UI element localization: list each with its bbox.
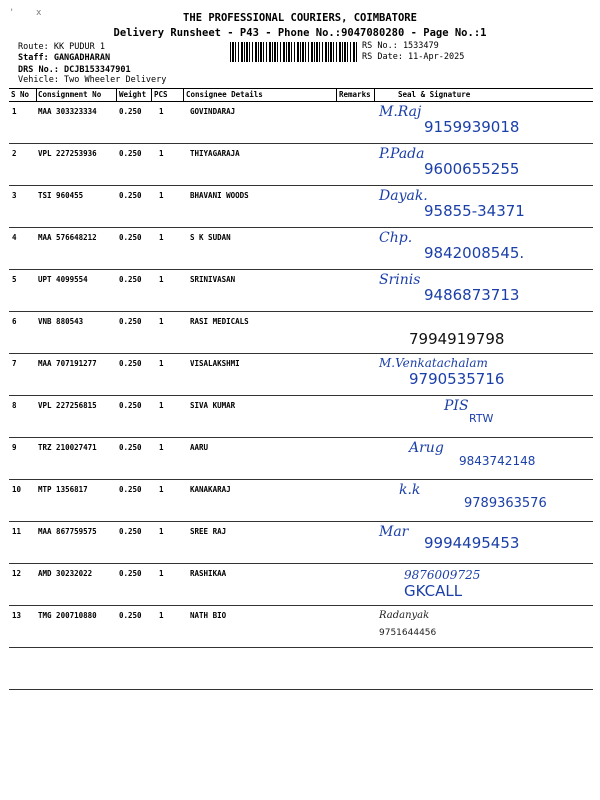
- col-consignee: Consignee Details: [186, 90, 263, 99]
- weight-cell: 0.250: [119, 317, 142, 326]
- pcs-cell: 1: [159, 527, 164, 536]
- pcs-cell: 1: [159, 359, 164, 368]
- signature-phone: 9751644456: [379, 628, 437, 638]
- table-row: [9, 438, 593, 480]
- signature-phone: 9486873713: [424, 286, 520, 304]
- pcs-cell: 1: [159, 233, 164, 242]
- consignee-cell: AARU: [190, 443, 209, 452]
- document-title: THE PROFESSIONAL COURIERS, COIMBATORE: [183, 12, 417, 24]
- col-consignment: Consignment No: [38, 90, 102, 99]
- pcs-cell: 1: [159, 401, 164, 410]
- weight-cell: 0.250: [119, 107, 142, 116]
- col-sno: S No: [11, 90, 30, 99]
- weight-cell: 0.250: [119, 611, 142, 620]
- signature-name: M.Venkatachalam: [379, 356, 488, 370]
- staff-label: Staff: GANGADHARAN: [18, 53, 111, 63]
- sno-cell: 5: [12, 275, 17, 284]
- pcs-cell: 1: [159, 317, 164, 326]
- weight-cell: 0.250: [119, 149, 142, 158]
- consignment-cell: MAA 867759575: [38, 527, 97, 536]
- signature: [369, 146, 589, 184]
- weight-cell: 0.250: [119, 527, 142, 536]
- sno-cell: 11: [12, 527, 22, 536]
- pcs-cell: 1: [159, 611, 164, 620]
- col-remarks: Remarks: [339, 90, 371, 99]
- consignment-cell: MAA 576648212: [38, 233, 97, 242]
- scan-mark: ': [9, 8, 15, 18]
- table-row: [9, 480, 593, 522]
- consignee-cell: RASHIKAA: [190, 569, 227, 578]
- sno-cell: 3: [12, 191, 17, 200]
- weight-cell: 0.250: [119, 359, 142, 368]
- table-row: [9, 606, 593, 648]
- consignment-cell: VNB 880543: [38, 317, 84, 326]
- signature-name: k.k: [399, 482, 421, 498]
- signature: [369, 314, 589, 352]
- signature: [369, 566, 589, 604]
- signature-name: Srinis: [379, 272, 421, 288]
- consignee-cell: RASI MEDICALS: [190, 317, 249, 326]
- table-row: [9, 228, 593, 270]
- signature: [369, 356, 589, 394]
- table-row: [9, 522, 593, 564]
- pcs-cell: 1: [159, 191, 164, 200]
- pcs-cell: 1: [159, 485, 164, 494]
- pcs-cell: 1: [159, 149, 164, 158]
- signature-name: Mar: [379, 524, 409, 540]
- pcs-cell: 1: [159, 107, 164, 116]
- signature-phone: 9843742148: [459, 454, 536, 468]
- consignment-cell: TMG 200710880: [38, 611, 97, 620]
- signature: [369, 104, 589, 142]
- signature-phone: 9789363576: [464, 496, 547, 511]
- consignment-cell: VPL 227253936: [38, 149, 97, 158]
- signature-name: PIS: [444, 398, 469, 414]
- table-row: [9, 396, 593, 438]
- signature-phone: 9159939018: [424, 118, 520, 136]
- signature: [369, 608, 589, 646]
- signature-name: Chp.: [379, 230, 413, 246]
- signature: [369, 440, 589, 478]
- signature-phone: GKCALL: [404, 582, 463, 600]
- consignee-cell: THIYAGARAJA: [190, 149, 240, 158]
- signature: [369, 482, 589, 520]
- vehicle-label: Vehicle: Two Wheeler Delivery: [18, 75, 167, 85]
- col-weight: Weight: [119, 90, 147, 99]
- signature: [369, 230, 589, 268]
- consignment-cell: TRZ 210027471: [38, 443, 97, 452]
- consignee-cell: SREE RAJ: [190, 527, 227, 536]
- weight-cell: 0.250: [119, 233, 142, 242]
- signature: [369, 398, 589, 436]
- signature-name: Dayak.: [379, 188, 428, 204]
- table-row: [9, 354, 593, 396]
- signature-phone: 9600655255: [424, 160, 520, 178]
- consignment-cell: UPT 4099554: [38, 275, 88, 284]
- col-signature: Seal & Signature: [398, 90, 471, 99]
- signature: [369, 524, 589, 562]
- sno-cell: 2: [12, 149, 17, 158]
- signature-name: Arug: [409, 440, 444, 456]
- signature-phone: RTW: [469, 412, 494, 425]
- pcs-cell: 1: [159, 275, 164, 284]
- consignee-cell: SIVA KUMAR: [190, 401, 236, 410]
- signature-name: P.Pada: [379, 146, 425, 162]
- consignment-cell: AMD 30232022: [38, 569, 93, 578]
- weight-cell: 0.250: [119, 275, 142, 284]
- pcs-cell: 1: [159, 443, 164, 452]
- weight-cell: 0.250: [119, 443, 142, 452]
- table-row: [9, 312, 593, 354]
- sno-cell: 12: [12, 569, 22, 578]
- route-label: Route: KK PUDUR 1: [18, 42, 105, 52]
- sno-cell: 10: [12, 485, 22, 494]
- scan-mark: x: [36, 8, 42, 18]
- pcs-cell: 1: [159, 569, 164, 578]
- rs-date: RS Date: 11-Apr-2025: [362, 52, 465, 62]
- table-row: [9, 186, 593, 228]
- table-row: [9, 144, 593, 186]
- sno-cell: 1: [12, 107, 17, 116]
- table-row: [9, 648, 593, 690]
- sno-cell: 8: [12, 401, 17, 410]
- sno-cell: 4: [12, 233, 17, 242]
- signature: [369, 272, 589, 310]
- consignee-cell: GOVINDARAJ: [190, 107, 236, 116]
- consignee-cell: S K SUDAN: [190, 233, 231, 242]
- signature-phone: 9790535716: [409, 370, 505, 388]
- weight-cell: 0.250: [119, 485, 142, 494]
- signature-phone: 9842008545.: [424, 244, 525, 262]
- document-subtitle: Delivery Runsheet - P43 - Phone No.:9047080280 - Page No.:1: [113, 27, 487, 39]
- delivery-table: [9, 88, 593, 690]
- consignee-cell: VISALAKSHMI: [190, 359, 240, 368]
- table-row: [9, 102, 593, 144]
- sno-cell: 7: [12, 359, 17, 368]
- consignment-cell: TSI 960455: [38, 191, 84, 200]
- barcode-image: [230, 42, 358, 62]
- consignee-cell: BHAVANI WOODS: [190, 191, 249, 200]
- weight-cell: 0.250: [119, 569, 142, 578]
- signature-phone: 95855-34371: [424, 202, 525, 220]
- consignee-cell: KANAKARAJ: [190, 485, 231, 494]
- table-row: [9, 564, 593, 606]
- weight-cell: 0.250: [119, 191, 142, 200]
- signature: [369, 188, 589, 226]
- table-header: [9, 88, 593, 102]
- consignment-cell: VPL 227256815: [38, 401, 97, 410]
- sno-cell: 6: [12, 317, 17, 326]
- col-pcs: PCS: [154, 90, 168, 99]
- consignment-cell: MAA 707191277: [38, 359, 97, 368]
- signature-name: Radanyak: [379, 610, 430, 621]
- consignee-cell: SRINIVASAN: [190, 275, 236, 284]
- signature: [369, 650, 589, 688]
- signature-name: M.Raj: [379, 104, 422, 120]
- sno-cell: 13: [12, 611, 22, 620]
- sno-cell: 9: [12, 443, 17, 452]
- rs-number: RS No.: 1533479: [362, 41, 439, 51]
- signature-phone: 7994919798: [409, 330, 505, 348]
- signature-phone: 9994495453: [424, 534, 520, 552]
- consignee-cell: NATH BIO: [190, 611, 227, 620]
- weight-cell: 0.250: [119, 401, 142, 410]
- table-row: [9, 270, 593, 312]
- signature-name: 9876009725: [404, 568, 481, 582]
- drs-number: DRS No.: DCJB153347901: [18, 65, 131, 75]
- consignment-cell: MTP 1356817: [38, 485, 88, 494]
- consignment-cell: MAA 303323334: [38, 107, 97, 116]
